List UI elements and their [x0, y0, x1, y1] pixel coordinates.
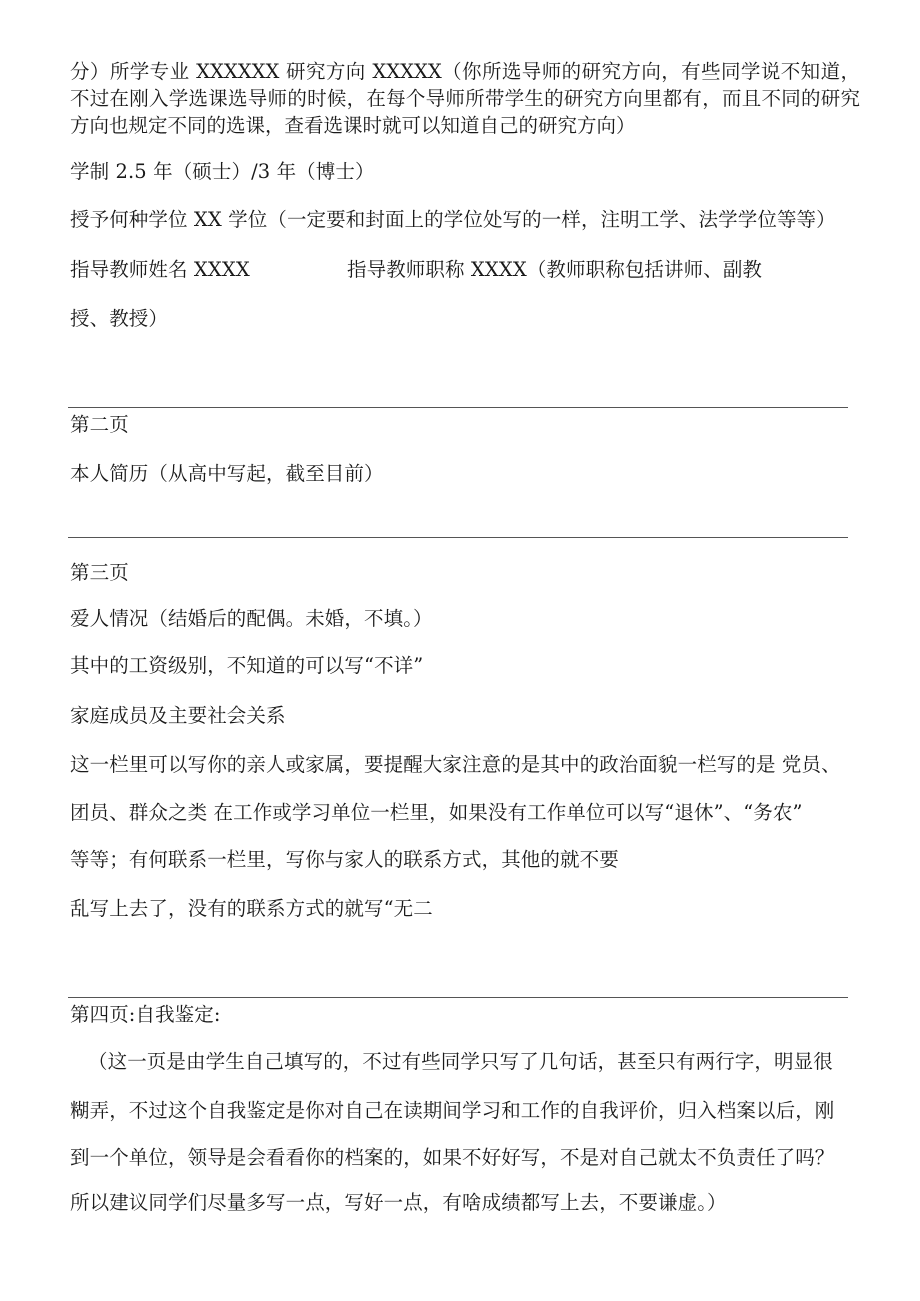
spouse-instruction: 爱人情况（结婚后的配偶。未婚，不填。）: [70, 607, 433, 630]
family-note-line: 团员、群众之类 在工作或学习单位一栏里，如果没有工作单位可以写“退休”、“务农”: [70, 801, 803, 824]
family-note-line: 等等；有何联系一栏里，写你与家人的联系方式，其他的就不要: [70, 848, 619, 871]
self-assessment-line: 糊弄，不过这个自我鉴定是你对自己在读期间学习和工作的自我评价，归入档案以后，刚: [70, 1099, 835, 1122]
resume-instruction: 本人简历（从高中写起，截至目前）: [70, 462, 384, 485]
self-assessment-line: 到一个单位，领导是会看看你的档案的，如果不好好写，不是对自己就太不负责任了吗？: [70, 1146, 835, 1169]
degree-type: 授予何种学位 XX 学位（一定要和封面上的学位处写的一样，注明工学、法学学位等等）: [70, 208, 836, 231]
page-three-heading: 第三页: [70, 561, 129, 584]
page-two-heading: 第二页: [70, 413, 129, 436]
family-note-line: 乱写上去了，没有的联系方式的就写“无二: [70, 897, 433, 920]
family-heading: 家庭成员及主要社会关系: [70, 704, 286, 727]
self-assessment-line: 所以建议同学们尽量多写一点，写好一点，有啥成绩都写上去，不要谦虚。）: [70, 1191, 727, 1214]
section-divider: [68, 997, 848, 998]
salary-instruction: 其中的工资级别，不知道的可以写“不详”: [70, 654, 424, 677]
major-paragraph: 分）所学专业 XXXXXX 研究方向 XXXXX（你所选导师的研究方向，有些同学说不知道，不过在刚入学选课选导师的时候，在每个导师所带学生的研究方向里都有，而且不同的研究方向也规定不同的选课，查看选课时就可以知道自己的研究方向）: [70, 60, 860, 137]
self-assessment-line: （这一页是由学生自己填写的，不过有些同学只写了几句话，甚至只有两行字，明显很: [88, 1050, 833, 1073]
family-note-line: 这一栏里可以写你的亲人或家属，要提醒大家注意的是其中的政治面貌一栏写的是 党员、: [70, 753, 841, 776]
study-duration: 学制 2.5 年（硕士）/3 年（博士）: [70, 160, 375, 183]
section-divider: [68, 537, 848, 538]
advisor-name: 指导教师姓名 XXXX: [70, 258, 250, 281]
page-four-heading: 第四页:自我鉴定:: [70, 1003, 221, 1026]
section-divider: [68, 407, 848, 408]
advisor-title: 指导教师职称 XXXX（教师职称包括讲师、副教: [347, 258, 763, 281]
advisor-title-continued: 授、教授）: [70, 307, 169, 330]
